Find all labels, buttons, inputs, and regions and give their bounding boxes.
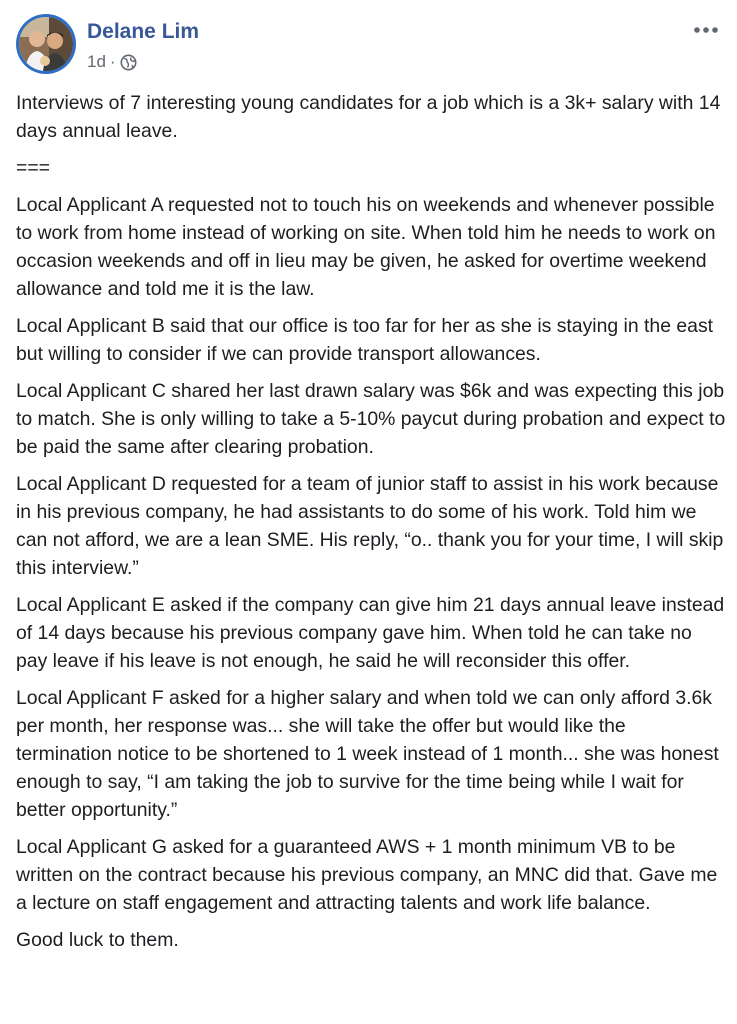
post-paragraph: Local Applicant E asked if the company can give him 21 days annual leave instead of 14 days because his previous company gave him. When told he can take no pay leave if his leave is not enough, he said he will reconsider this offer. (16, 594, 725, 672)
meta-separator: · (109, 52, 116, 71)
post-paragraph: Local Applicant C shared her last drawn salary was $6k and was expecting this job to match. She is only willing to take a 5-10% paycut during probation and expect to be paid the same after clearing probation. (16, 380, 726, 458)
profile-photo-icon (19, 17, 73, 71)
globe-icon[interactable] (120, 54, 137, 71)
post-body (16, 89, 726, 963)
post-paragraph: Local Applicant F asked for a higher salary and when told we can only afford 3.6k per month, her response was... she will take the offer but would like the termination notice to be shortened to 1 week instead of 1 month... she was honest enough to say, “I am taking the job to survive for the time being while I wait for better opportunity.” (16, 687, 719, 821)
post-paragraph: Local Applicant D requested for a team of junior staff to assist in his work because in his previous company, he had assistants to do some of his work. Told him we can not afford, we are a lean SME. His reply, “o.. thank you for your time, I will skip this interview.” (16, 473, 724, 579)
post-paragraph: Local Applicant A requested not to touch his on weekends and whenever possible to work from home instead of working on site. When told him he needs to work on occasion weekends and off in lieu may be given, he asked for overtime weekend allowance and told me it is the law. (16, 194, 716, 300)
post-timestamp[interactable]: 1d (87, 52, 106, 71)
author-avatar[interactable] (16, 14, 76, 74)
post-paragraph: === (16, 157, 50, 179)
more-options-icon[interactable] (691, 22, 721, 38)
post-header (16, 14, 721, 78)
author-name[interactable]: Delane Lim (87, 20, 200, 43)
post-paragraph: Local Applicant B said that our office is too far for her as she is staying in the east but willing to consider if we can provide transport allowances. (16, 315, 714, 365)
post-paragraph: Local Applicant G asked for a guaranteed AWS + 1 month minimum VB to be written on the contract because his previous company, an MNC did that. Gave me a lecture on staff engagement and attracting talents and work life balance. (16, 836, 718, 914)
post-meta (87, 51, 137, 73)
post-paragraph: Good luck to them. (16, 929, 179, 951)
post-paragraph: Interviews of 7 interesting young candidates for a job which is a 3k+ salary with 14 days annual leave. (16, 92, 721, 142)
